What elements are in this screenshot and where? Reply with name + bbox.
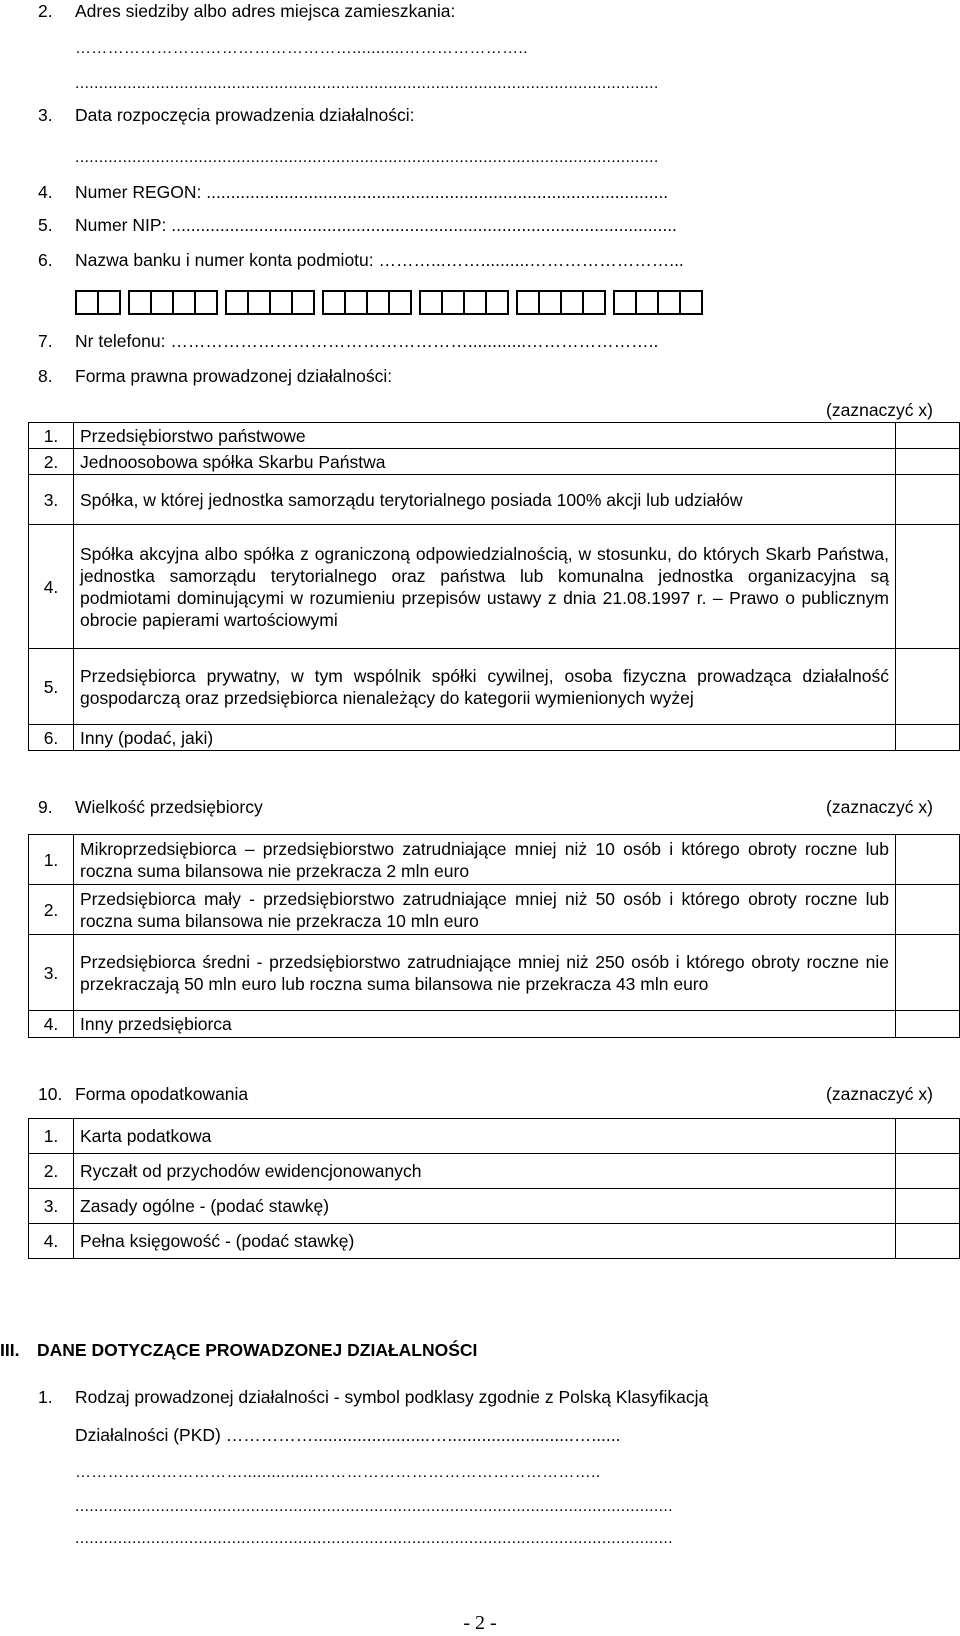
option-number: 4. xyxy=(29,1011,74,1038)
account-digit-box[interactable] xyxy=(516,290,540,315)
option-number: 4. xyxy=(29,525,74,649)
option-number: 1. xyxy=(29,423,74,449)
checkbox-cell[interactable] xyxy=(896,835,960,885)
taxation-row xyxy=(29,1224,960,1259)
checkbox-cell[interactable] xyxy=(896,725,960,751)
account-digit-box[interactable] xyxy=(194,290,218,315)
item-label: Adres siedziby albo adres miejsca zamieszkania: xyxy=(75,1,456,21)
account-digit-box[interactable] xyxy=(366,290,390,315)
account-digit-box[interactable] xyxy=(679,290,703,315)
option-number: 3. xyxy=(29,935,74,1011)
checkbox-cell[interactable] xyxy=(896,935,960,1011)
option-number: 2. xyxy=(29,1154,74,1189)
option-text: Zasady ogólne - (podać stawkę) xyxy=(74,1189,896,1224)
checkbox-cell[interactable] xyxy=(896,1011,960,1038)
page-number: - 2 - xyxy=(463,1612,497,1634)
checkbox-cell[interactable] xyxy=(896,1154,960,1189)
checkbox-cell[interactable] xyxy=(896,1224,960,1259)
option-number: 2. xyxy=(29,885,74,935)
option-text: Przedsiębiorstwo państwowe xyxy=(74,423,896,449)
bank-field[interactable]: Nazwa banku i numer konta podmiotu: ………...……..........……………………... xyxy=(75,250,684,270)
checkbox-cell[interactable] xyxy=(896,649,960,725)
checkbox-cell[interactable] xyxy=(896,885,960,935)
item-number: 9. xyxy=(38,797,53,817)
fill-line[interactable]: ........................................................................................................................... xyxy=(75,149,659,166)
option-text: Inny przedsiębiorca xyxy=(74,1011,896,1038)
fill-line[interactable]: .............................................................................................................................. xyxy=(75,1530,673,1547)
option-text: Ryczałt od przychodów ewidencjonowanych xyxy=(74,1154,896,1189)
option-text: Inny (podać, jaki) xyxy=(74,725,896,751)
option-text: Pełna księgowość - (podać stawkę) xyxy=(74,1224,896,1259)
legal-form-row xyxy=(29,423,960,449)
section-title: DANE DOTYCZĄCE PROWADZONEJ DZIAŁALNOŚCI xyxy=(37,1340,478,1360)
regon-field[interactable]: Numer REGON: ............................................................................................... xyxy=(75,182,669,202)
option-text: Przedsiębiorca mały - przedsiębiorstwo zatrudniające mniej niż 50 osób i którego obroty roczne lub roczna suma bilansowa nie przekracza 10 mln euro xyxy=(74,885,896,935)
account-digit-box[interactable] xyxy=(97,290,121,315)
item-number: 1. xyxy=(38,1387,53,1407)
option-number: 4. xyxy=(29,1224,74,1259)
taxation-row xyxy=(29,1154,960,1189)
legal-form-row xyxy=(29,449,960,475)
company-size-row xyxy=(29,935,960,1011)
account-digit-box[interactable] xyxy=(560,290,584,315)
account-digit-group xyxy=(516,290,606,315)
taxation-table xyxy=(28,1118,960,1259)
item-number: 2. xyxy=(38,1,53,21)
option-number: 2. xyxy=(29,449,74,475)
item-number: 5. xyxy=(38,215,53,235)
account-digit-box[interactable] xyxy=(485,290,509,315)
legal-form-row xyxy=(29,649,960,725)
nip-field[interactable]: Numer NIP: ........................................................................................................ xyxy=(75,215,677,235)
checkbox-cell[interactable] xyxy=(896,423,960,449)
fill-line[interactable]: …………….……………...............…………………………………………….. xyxy=(75,1464,601,1481)
phone-field[interactable]: Nr telefonu: ……………………………………………............………………….. xyxy=(75,331,659,351)
fill-line[interactable]: ........................................................................................................................... xyxy=(75,75,659,92)
company-size-row xyxy=(29,885,960,935)
item-label: Rodzaj prowadzonej działalności - symbol podklasy zgodnie z Polską Klasyfikacją xyxy=(75,1387,709,1407)
checkbox-cell[interactable] xyxy=(896,1189,960,1224)
checkbox-cell[interactable] xyxy=(896,1119,960,1154)
account-digit-group xyxy=(128,290,218,315)
account-digit-box[interactable] xyxy=(322,290,346,315)
account-digit-box[interactable] xyxy=(538,290,562,315)
account-digit-box[interactable] xyxy=(291,290,315,315)
option-number: 1. xyxy=(29,835,74,885)
mark-instruction: (zaznaczyć x) xyxy=(826,797,933,817)
account-digit-group xyxy=(419,290,509,315)
account-digit-box[interactable] xyxy=(388,290,412,315)
option-text: Spółka, w której jednostka samorządu terytorialnego posiada 100% akcji lub udziałów xyxy=(74,475,896,525)
option-text: Karta podatkowa xyxy=(74,1119,896,1154)
option-text: Przedsiębiorca prywatny, w tym wspólnik spółki cywilnej, osoba fizyczna prowadząca działalność gospodarczą oraz przedsiębiorca nienależący do kategorii wymienionych wyżej xyxy=(74,649,896,725)
option-number: 3. xyxy=(29,475,74,525)
legal-form-row xyxy=(29,525,960,649)
item-label: Forma opodatkowania xyxy=(75,1084,249,1104)
account-digit-box[interactable] xyxy=(613,290,637,315)
item-number: 10. xyxy=(38,1084,63,1104)
item-label: Forma prawna prowadzonej działalności: xyxy=(75,366,393,386)
option-text: Mikroprzedsiębiorca – przedsiębiorstwo zatrudniające mniej niż 10 osób i którego obroty roczne lub roczna suma bilansowa nie przekracza 2 mln euro xyxy=(74,835,896,885)
account-digit-box[interactable] xyxy=(463,290,487,315)
account-digit-box[interactable] xyxy=(269,290,293,315)
taxation-row xyxy=(29,1189,960,1224)
account-digit-group xyxy=(613,290,703,315)
company-size-row xyxy=(29,835,960,885)
option-text: Przedsiębiorca średni - przedsiębiorstwo zatrudniające mniej niż 250 osób i którego obroty roczne nie przekraczają 50 mln euro lub roczna suma bilansowa nie przekracza 43 mln euro xyxy=(74,935,896,1011)
item-number: 8. xyxy=(38,366,53,386)
mark-instruction: (zaznaczyć x) xyxy=(826,1084,933,1104)
fill-line[interactable]: .............................................................................................................................. xyxy=(75,1498,673,1515)
account-digit-group xyxy=(225,290,315,315)
option-text: Jednoosobowa spółka Skarbu Państwa xyxy=(74,449,896,475)
account-digit-group xyxy=(322,290,412,315)
account-digit-box[interactable] xyxy=(635,290,659,315)
account-digit-box[interactable] xyxy=(247,290,271,315)
item-label: Wielkość przedsiębiorcy xyxy=(75,797,263,817)
legal-form-table xyxy=(28,422,960,751)
checkbox-cell[interactable] xyxy=(896,525,960,649)
account-digit-box[interactable] xyxy=(419,290,443,315)
company-size-row xyxy=(29,1011,960,1038)
account-digit-box[interactable] xyxy=(344,290,368,315)
account-digit-box[interactable] xyxy=(582,290,606,315)
option-number: 1. xyxy=(29,1119,74,1154)
legal-form-row xyxy=(29,475,960,525)
option-number: 5. xyxy=(29,649,74,725)
section-number: III. xyxy=(0,1340,20,1360)
checkbox-cell[interactable] xyxy=(896,475,960,525)
item-number: 6. xyxy=(38,250,53,270)
account-digit-box[interactable] xyxy=(128,290,152,315)
account-digit-box[interactable] xyxy=(75,290,99,315)
account-digit-box[interactable] xyxy=(441,290,465,315)
mark-instruction: (zaznaczyć x) xyxy=(826,400,933,420)
account-digit-box[interactable] xyxy=(225,290,249,315)
pkd-field[interactable]: Działalności (PKD) ……………........................…..........................…...... xyxy=(75,1425,621,1445)
account-digit-box[interactable] xyxy=(150,290,174,315)
account-digit-group xyxy=(75,290,121,315)
item-number: 7. xyxy=(38,331,53,351)
account-digit-box[interactable] xyxy=(657,290,681,315)
checkbox-cell[interactable] xyxy=(896,449,960,475)
item-label: Data rozpoczęcia prowadzenia działalności: xyxy=(75,105,415,125)
item-number: 3. xyxy=(38,105,53,125)
option-text: Spółka akcyjna albo spółka z ograniczoną odpowiedzialnością, w stosunku, do których Skarb Państwa, jednostka samorządu terytorialnego oraz państwa lub komunalna jednostka organizacyjna są podmiotami dominującymi w rozumieniu przepisów ustawy z dnia 21.08.1997 r. – Prawo o publicznym obrocie papierami wartościowymi xyxy=(74,525,896,649)
account-digit-box[interactable] xyxy=(172,290,196,315)
taxation-row xyxy=(29,1119,960,1154)
fill-line[interactable]: ……………………………………………...........………………….. xyxy=(75,40,528,57)
item-number: 4. xyxy=(38,182,53,202)
option-number: 3. xyxy=(29,1189,74,1224)
bank-account-boxes xyxy=(75,290,710,315)
option-number: 6. xyxy=(29,725,74,751)
legal-form-row xyxy=(29,725,960,751)
company-size-table xyxy=(28,834,960,1038)
